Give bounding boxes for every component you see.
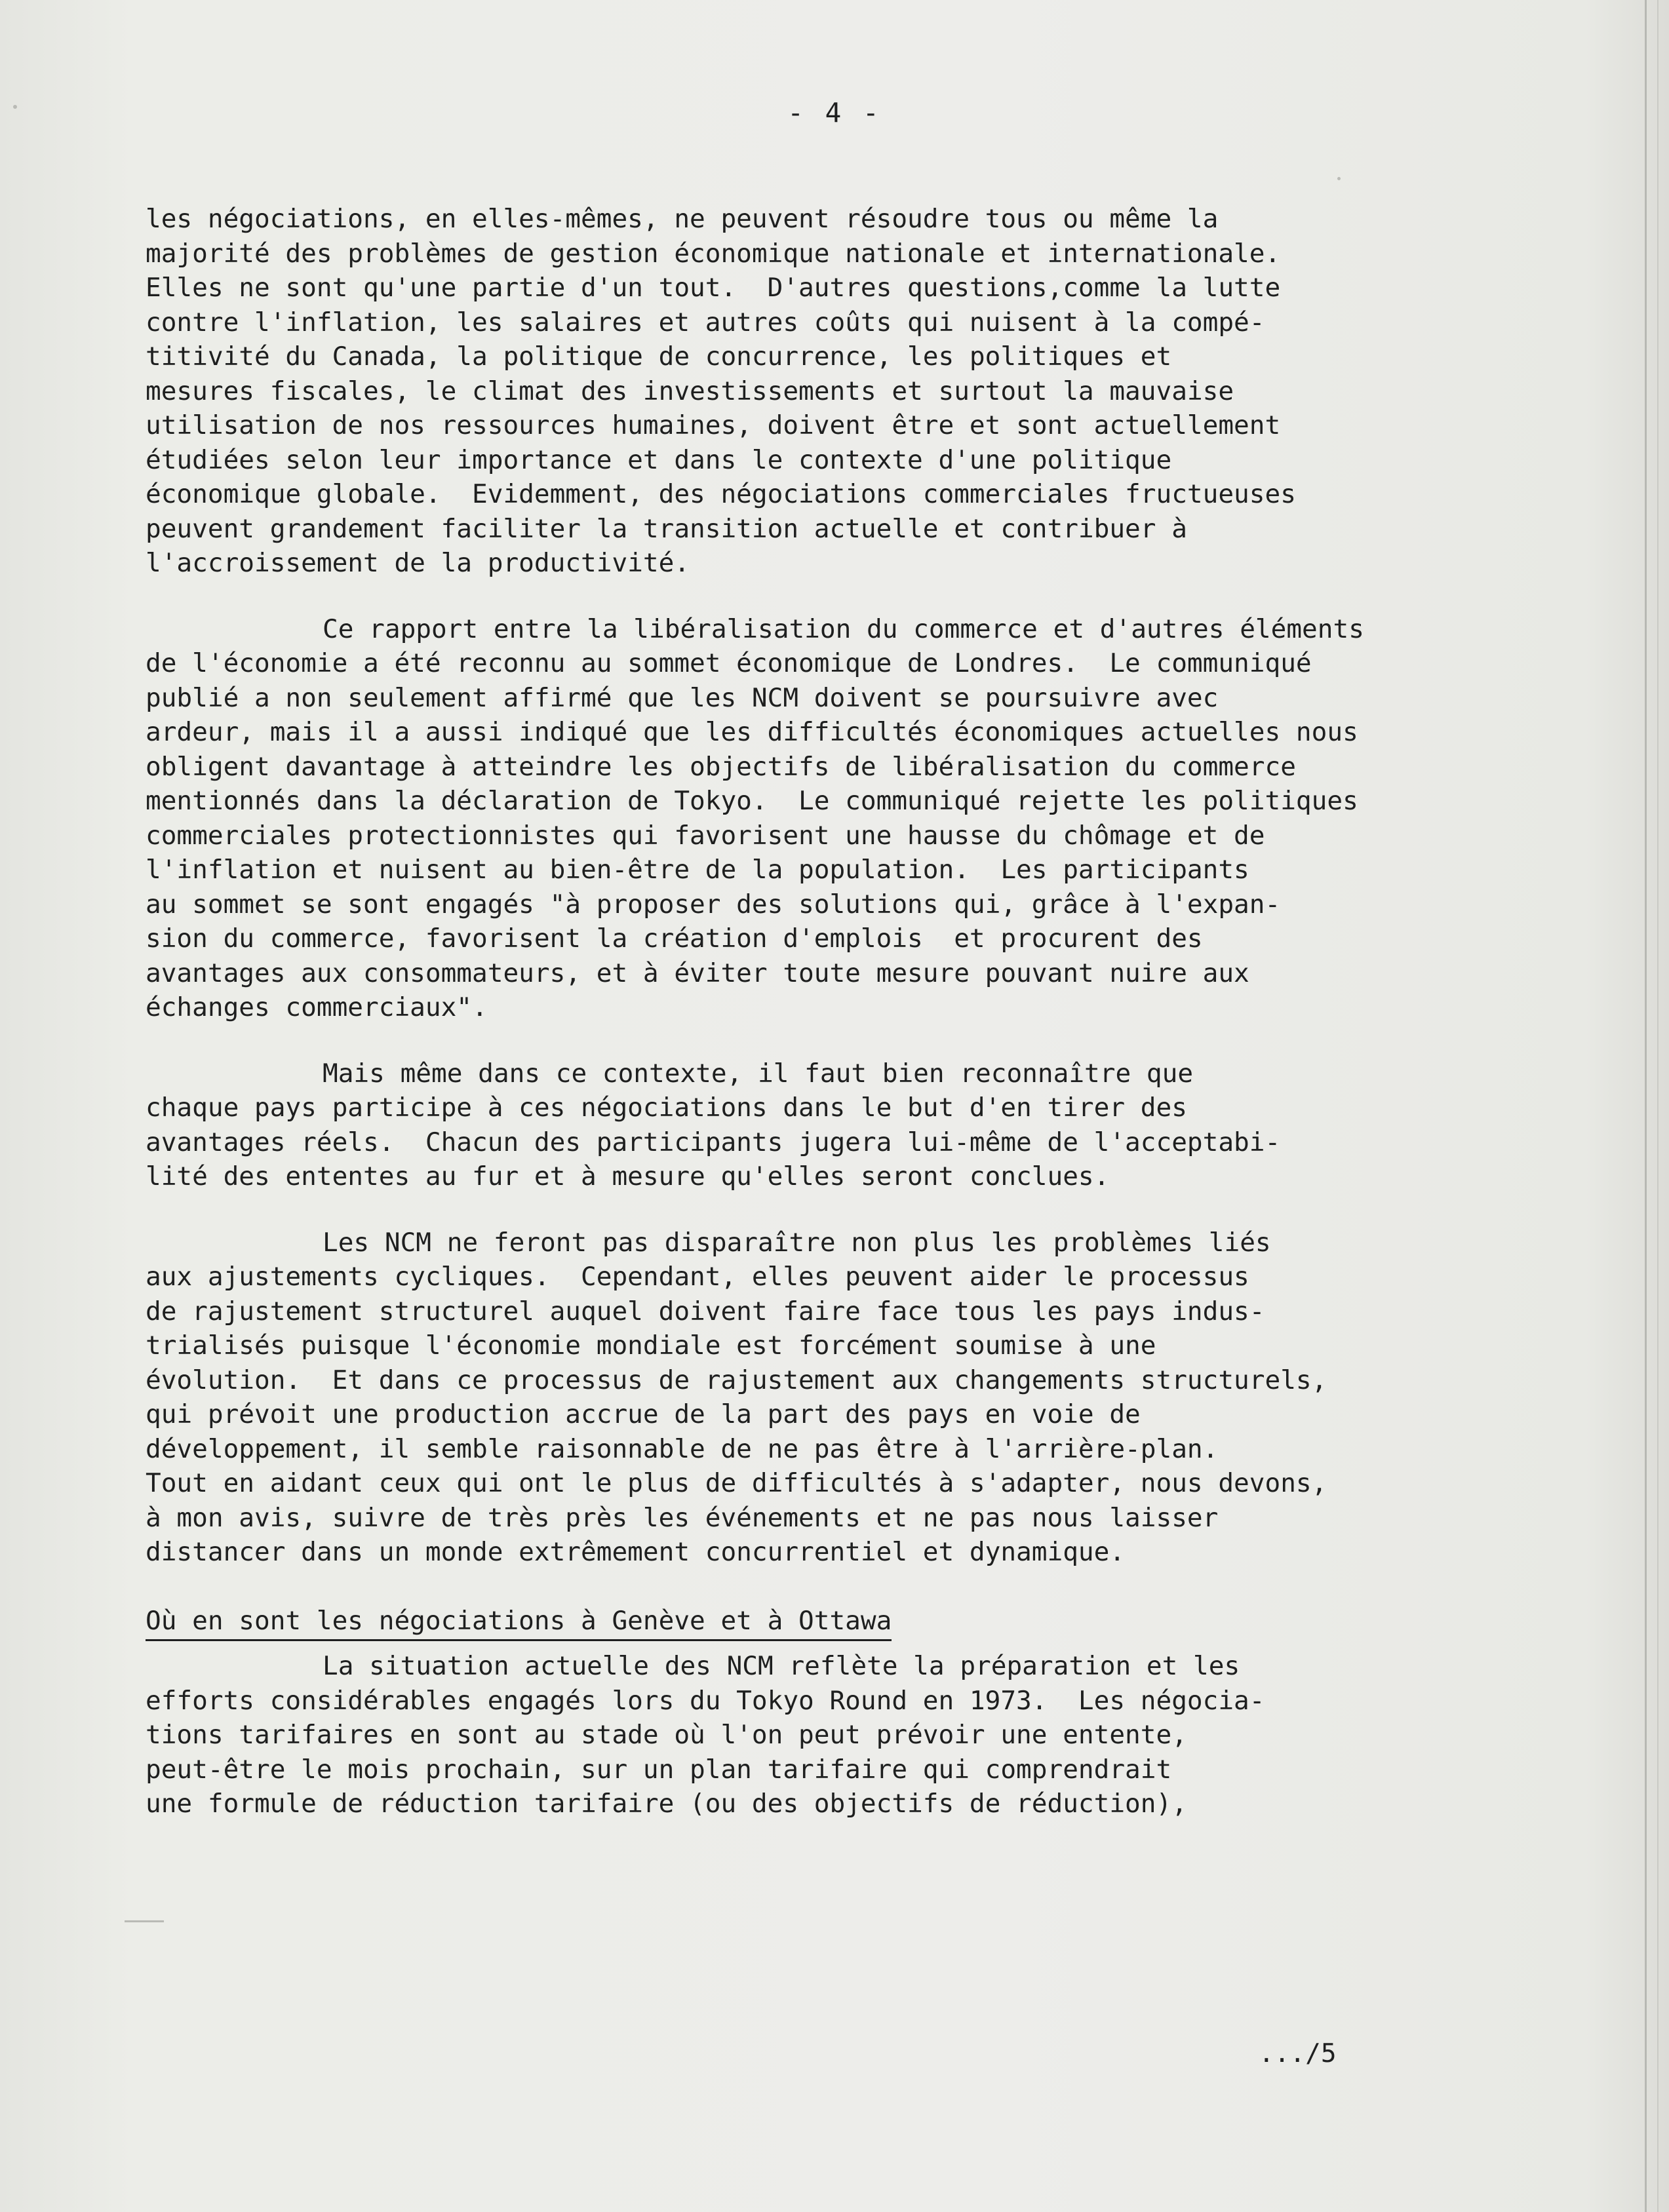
text-line: titivité du Canada, la politique de concurrence, les politiques et — [146, 341, 1172, 372]
text-line: avantages réels. Chacun des participants jugera lui-même de l'acceptabi- — [146, 1127, 1281, 1157]
text-line: mentionnés dans la déclaration de Tokyo. Le communiqué rejette les politiques — [146, 786, 1358, 816]
text-line: trialisés puisque l'économie mondiale est forcément soumise à une — [146, 1330, 1156, 1361]
text-line: lité des ententes au fur et à mesure qu'elles seront conclues. — [146, 1161, 1110, 1192]
paragraph — [146, 612, 1457, 1025]
text-line: peut-être le mois prochain, sur un plan tarifaire qui comprendrait — [146, 1754, 1172, 1785]
text-line: l'inflation et nuisent au bien-être de la population. Les participants — [146, 855, 1249, 885]
section-heading: Où en sont les négociations à Genève et à Ottawa — [146, 1604, 892, 1642]
page-edge — [1645, 0, 1647, 2212]
text-line: publié a non seulement affirmé que les NCM doivent se poursuivre avec — [146, 682, 1219, 713]
section-paragraph — [146, 1649, 1457, 1821]
text-line: Elles ne sont qu'une partie d'un tout. D'autres questions,comme la lutte — [146, 273, 1281, 303]
paragraph-list — [146, 202, 1457, 1570]
section-heading-wrap — [146, 1604, 1457, 1642]
text-line: avantages aux consommateurs, et à éviter toute mesure pouvant nuire aux — [146, 958, 1249, 988]
document-body — [146, 202, 1457, 1853]
paragraph — [146, 1226, 1457, 1570]
text-line: Les NCM ne feront pas disparaître non plus les problèmes liés — [323, 1227, 1271, 1258]
text-line: développement, il semble raisonnable de ne pas être à l'arrière-plan. — [146, 1433, 1219, 1464]
text-line: Mais même dans ce contexte, il faut bien reconnaître que — [323, 1058, 1194, 1089]
text-line: au sommet se sont engagés "à proposer des solutions qui, grâce à l'expan- — [146, 889, 1281, 920]
text-line: de rajustement structurel auquel doivent faire face tous les pays indus- — [146, 1296, 1265, 1327]
page-number: - 4 - — [787, 97, 882, 128]
text-line: qui prévoit une production accrue de la part des pays en voie de — [146, 1399, 1141, 1429]
text-line: Tout en aidant ceux qui ont le plus de difficultés à s'adapter, nous devons, — [146, 1468, 1327, 1498]
text-line: Ce rapport entre la libéralisation du commerce et d'autres éléments — [323, 613, 1364, 644]
text-line: économique globale. Evidemment, des négociations commerciales fructueuses — [146, 479, 1296, 509]
text-line: évolution. Et dans ce processus de rajustement aux changements structurels, — [146, 1365, 1327, 1395]
text-line: distancer dans un monde extrêmement concurrentiel et dynamique. — [146, 1537, 1126, 1567]
text-line: aux ajustements cycliques. Cependant, elles peuvent aider le processus — [146, 1262, 1249, 1292]
text-line: tions tarifaires en sont au stade où l'on peut prévoir une entente, — [146, 1720, 1187, 1750]
text-line: mesures fiscales, le climat des investissements et surtout la mauvaise — [146, 376, 1234, 406]
text-line: l'accroissement de la productivité. — [146, 548, 690, 578]
text-line: chaque pays participe à ces négociations dans le but d'en tirer des — [146, 1093, 1187, 1123]
text-line: sion du commerce, favorisent la création d'emplois et procurent des — [146, 923, 1203, 954]
text-line: ardeur, mais il a aussi indiqué que les difficultés économiques actuelles nous — [146, 717, 1358, 747]
text-line: les négociations, en elles-mêmes, ne peuvent résoudre tous ou même la — [146, 204, 1219, 234]
speck — [125, 1920, 164, 1922]
paragraph — [146, 202, 1457, 581]
text-line: utilisation de nos ressources humaines, doivent être et sont actuellement — [146, 410, 1281, 440]
text-line: à mon avis, suivre de très près les événements et ne pas nous laisser — [146, 1502, 1219, 1533]
text-line: La situation actuelle des NCM reflète la préparation et les — [323, 1651, 1240, 1681]
text-line: échanges commerciaux". — [146, 992, 488, 1022]
text-line: de l'économie a été reconnu au sommet économique de Londres. Le communiqué — [146, 648, 1312, 678]
text-line: peuvent grandement faciliter la transition actuelle et contribuer à — [146, 513, 1187, 544]
text-line: commerciales protectionnistes qui favorisent une hausse du chômage et de — [146, 820, 1265, 851]
text-line: une formule de réduction tarifaire (ou des objectifs de réduction), — [146, 1789, 1187, 1819]
continuation-marker: .../5 — [1259, 2038, 1337, 2068]
page-edge — [1657, 0, 1659, 2212]
text-line: étudiées selon leur importance et dans le contexte d'une politique — [146, 444, 1172, 475]
speck — [1337, 177, 1341, 180]
paragraph — [146, 1057, 1457, 1194]
text-line: contre l'inflation, les salaires et autres coûts qui nuisent à la compé- — [146, 307, 1265, 338]
text-line: efforts considérables engagés lors du Tokyo Round en 1973. Les négocia- — [146, 1685, 1265, 1716]
text-line: majorité des problèmes de gestion économique nationale et internationale. — [146, 238, 1281, 269]
text-line: obligent davantage à atteindre les objectifs de libéralisation du commerce — [146, 751, 1296, 782]
